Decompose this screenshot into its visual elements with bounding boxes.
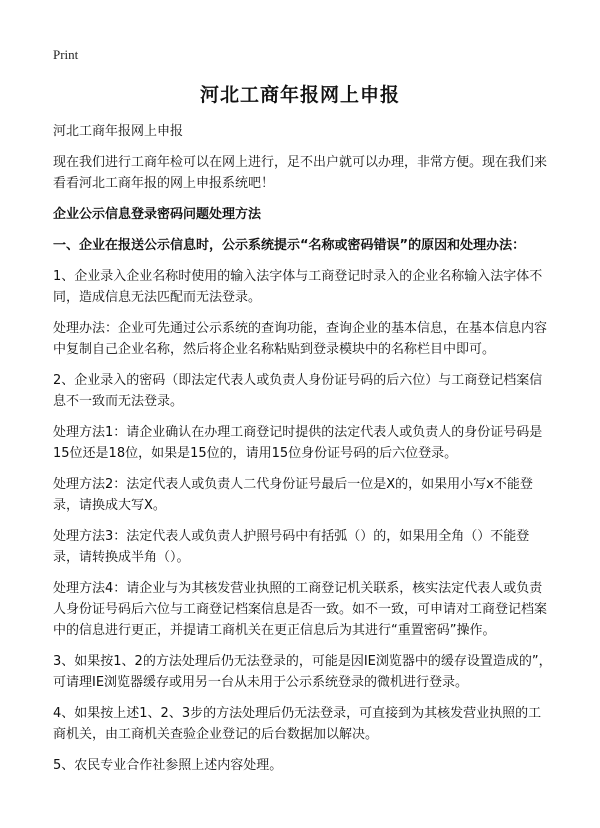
paragraph-item-3: 3、如果按1、2的方法处理后仍无法登录的，可能是因IE浏览器中的缓存设置造成的”，可请理IE浏览器缓存或用另一台从未用于公示系统登录的微机进行登录。 [53,654,552,690]
paragraph-method-4: 处理方法4：请企业与为其核发营业执照的工商登记机关联系，核实法定代表人或负责人身份证号码后六位与工商登记档案信息是否一致。如不一致，可申请对工商登记档案中的信息进行更正，并提请工商机关在更正信息后为其进行“重置密码”操作。 [53,581,548,638]
page-title: 河北工商年报网上申报 [199,84,400,106]
document-body [53,121,553,786]
section-heading: 企业公示信息登录密码问题处理方法 [53,207,262,222]
paragraph-item-1: 1、企业录入企业名称时使用的输入法字体与工商登记时录入的企业名称输入法字体不同，造成信息无法匹配而无法登录。 [53,269,543,305]
paragraph-item-5: 5、农民专业合作社参照上述内容处理。 [53,758,283,773]
print-link[interactable]: Print [53,47,79,62]
paragraph-method-2: 处理方法2：法定代表人或负责人二代身份证号最后一位是X的，如果用小写x不能登录，请换成大写X。 [53,477,533,513]
paragraph-method-3: 处理方法3：法定代表人或负责人护照号码中有括弧（）的，如果用全角（）不能登录，请转换成半角（）。 [53,529,530,565]
paragraph-method-1: 处理方法1：请企业确认在办理工商登记时提供的法定代表人或负责人的身份证号码是15位还是18位，如果是15位的，请用15位身份证号码的后六位登录。 [53,425,543,461]
paragraph-method: 处理办法：企业可先通过公示系统的查询功能，查询企业的基本信息，在基本信息内容中复制自己企业名称，然后将企业名称粘贴到登录模块中的名称栏目中即可。 [53,321,548,357]
intro-heading: 河北工商年报网上申报 [53,124,184,139]
paragraph-item-2: 2、企业录入的密码（即法定代表人或负责人身份证号码的后六位）与工商登记档案信息不一致而无法登录。 [53,373,543,409]
subsection-heading: 一、企业在报送公示信息时，公示系统提示“名称或密码错误”的原因和处理办法： [53,238,526,253]
intro-paragraph: 现在我们进行工商年检可以在网上进行，足不出户就可以办理，非常方便。现在我们来看看河北工商年报的网上申报系统吧！ [53,155,548,191]
paragraph-item-4: 4、如果按上述1、2、3步的方法处理后仍无法登录，可直接到为其核发营业执照的工商机关，由工商机关查验企业登记的后台数据加以解决。 [53,706,542,742]
